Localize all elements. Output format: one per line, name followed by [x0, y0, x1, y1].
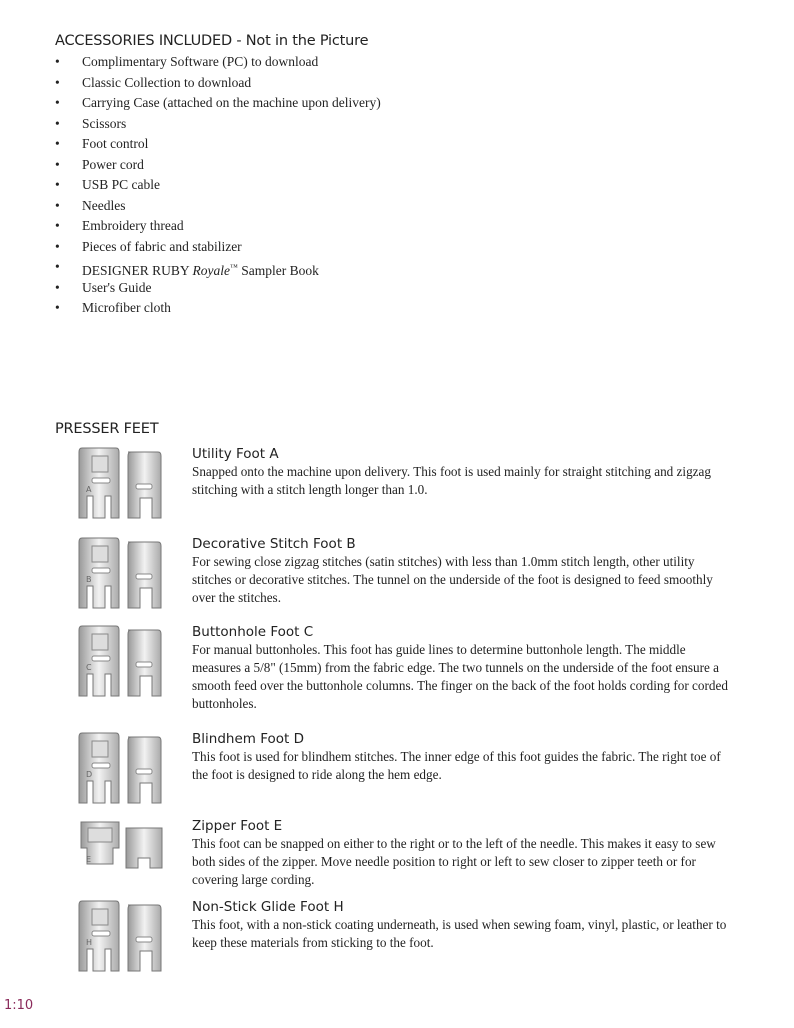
svg-text:C: C: [86, 663, 92, 672]
accessory-label: Power cord: [82, 156, 144, 172]
bullet: •: [55, 279, 60, 295]
presser-foot-c-illustration: [78, 624, 178, 706]
accessory-item: [55, 134, 381, 155]
accessory-item: [55, 257, 381, 278]
accessory-item: [55, 155, 381, 176]
accessory-item: [55, 73, 381, 94]
bullet: •: [55, 300, 60, 315]
accessory-label: USB PC cable: [82, 177, 161, 192]
accessory-item: [55, 216, 381, 237]
presser-foot-name: Non-Stick Glide Foot H: [192, 899, 344, 915]
presser-foot-name: Utility Foot A: [192, 446, 279, 462]
accessory-label-part: Royale: [192, 262, 230, 278]
presser-feet-heading: PRESSER FEET: [55, 421, 159, 437]
bullet: •: [55, 74, 60, 90]
accessory-item: [55, 196, 381, 217]
accessory-item: [55, 114, 381, 135]
bullet: •: [55, 218, 60, 233]
presser-foot-name: Blindhem Foot D: [192, 731, 304, 747]
accessory-label: Complimentary Software (PC) to download: [82, 54, 319, 69]
svg-text:B: B: [86, 575, 92, 584]
accessory-item: [55, 237, 381, 258]
accessory-label: User's Guide: [82, 279, 152, 295]
accessory-label: Scissors: [82, 115, 127, 131]
bullet: •: [55, 54, 60, 69]
presser-foot-name: Zipper Foot E: [192, 818, 283, 834]
presser-foot-name: Buttonhole Foot C: [192, 624, 314, 640]
svg-text:A: A: [86, 485, 92, 494]
accessory-label-part: DESIGNER RUBY: [82, 262, 193, 278]
bullet: •: [55, 197, 60, 213]
bullet: •: [55, 95, 60, 110]
accessory-label: [82, 263, 319, 278]
svg-text:H: H: [86, 938, 93, 947]
accessory-label: Needles: [82, 197, 126, 213]
presser-foot-description: Snapped onto the machine upon delivery. This foot is used mainly for straight stitching and zigzag stitching with a stitch length longer than 1.0.: [192, 464, 711, 497]
accessory-label: Embroidery thread: [82, 218, 184, 233]
presser-foot-description: For manual buttonholes. This foot has guide lines to determine buttonhole length. The middle measures a 5/8" (15mm) from the fabric edge. The two tunnels on the underside of the foot ensure a smooth feed over the buttonhole columns. The finger on the back of the foot holds cording for corded buttonholes.: [192, 642, 728, 711]
accessory-item: [55, 93, 381, 114]
accessory-label-part: ™: [230, 262, 238, 271]
presser-foot-description: This foot is used for blindhem stitches. The inner edge of this foot guides the fabric. The right toe of the foot is designed to ride along the hem edge.: [192, 749, 721, 782]
accessories-list: [55, 52, 381, 319]
accessory-label-part: Sampler Book: [237, 262, 319, 278]
presser-foot-description: This foot can be snapped on either to the right or to the left of the needle. This makes it easy to sew both sides of the zipper. Move needle position to right or left to sew closer to zipper teeth or for covering large cording.: [192, 836, 716, 887]
accessory-item: [55, 175, 381, 196]
presser-foot-b-illustration: [78, 536, 178, 618]
bullet: •: [55, 156, 60, 172]
accessory-label: Foot control: [82, 136, 149, 151]
accessory-item: [55, 278, 381, 299]
bullet: •: [55, 177, 60, 192]
svg-text:D: D: [86, 770, 93, 779]
accessory-label: Pieces of fabric and stabilizer: [82, 238, 242, 254]
presser-foot-h-illustration: [78, 899, 178, 981]
page-number: 1:10: [4, 998, 34, 1013]
presser-foot-e-illustration: [78, 818, 178, 900]
presser-foot-description: For sewing close zigzag stitches (satin stitches) with less than 1.0mm stitch length, other utility stitches or decorative stitches. The tunnel on the underside of the foot is designed to feed smoothly over the stitches.: [192, 554, 713, 605]
presser-foot-description: This foot, with a non-stick coating underneath, is used when sewing foam, vinyl, plastic, or leather to keep these materials from sticking to the foot.: [192, 917, 727, 950]
presser-foot-name: Decorative Stitch Foot B: [192, 536, 356, 552]
presser-foot-d-illustration: [78, 731, 178, 813]
bullet: •: [55, 136, 60, 151]
presser-foot-a-illustration: [78, 446, 178, 528]
bullet: •: [55, 238, 60, 254]
accessory-item: [55, 52, 381, 73]
bullet: •: [55, 115, 60, 131]
accessory-label: Classic Collection to download: [82, 74, 252, 90]
bullet: •: [55, 259, 60, 274]
accessory-label: Microfiber cloth: [82, 300, 171, 315]
accessory-item: [55, 298, 381, 319]
accessory-label: Carrying Case (attached on the machine upon delivery): [82, 95, 381, 110]
svg-text:E: E: [86, 855, 92, 864]
accessories-heading: ACCESSORIES INCLUDED - Not in the Picture: [55, 33, 369, 49]
